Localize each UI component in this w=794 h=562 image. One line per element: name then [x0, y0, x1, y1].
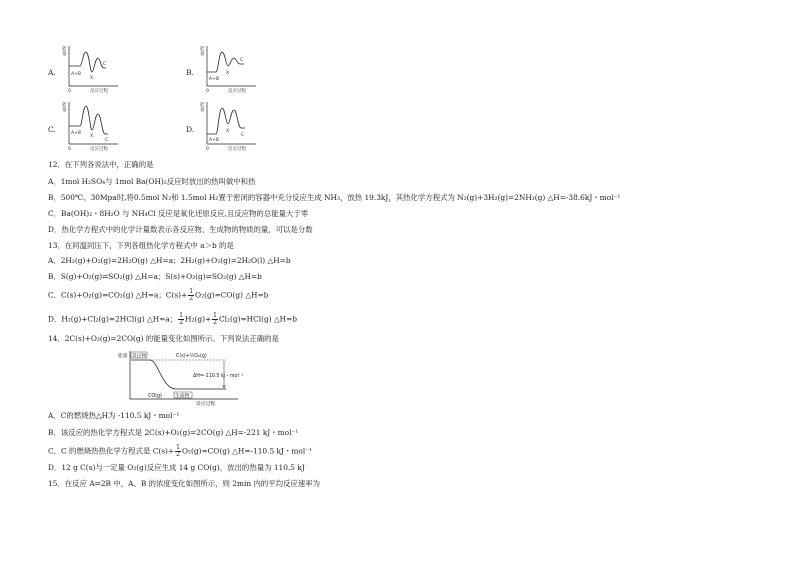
q12-option-a: A．1mol H₂SO₄与 1mol Ba(OH)₂反应时放出的热叫做中和热 [48, 177, 256, 186]
delta-h-label: ΔH=-110.5 kJ・mol⁻¹ [193, 374, 244, 379]
q14-option-c: C．C 的燃烧热热化学方程式是 C(s)+ $\frac{1}{2}$ O₂(g)=CO(g) △H=-110.5 kJ・mol⁻¹ [48, 444, 313, 458]
c-label: C [105, 138, 109, 143]
svg-text:能: 能 [62, 103, 67, 108]
xaxis-label: 反应过程 [90, 89, 108, 94]
q14-stem: 14．2C(s)+O₂(g)=2CO(g) 的能量变化如图所示。下列说法正确的是 [48, 334, 279, 343]
q14-energy-diagram [118, 349, 258, 407]
x-label: X [226, 71, 230, 76]
q13-option-c: C．C(s)+O₂(g)=CO₂(g) △H=a；C(s)+ $\frac{1}{2}$ O₂(g)=CO(g) △H=b [48, 288, 269, 302]
start-label: A+B [209, 77, 219, 82]
x-label: X [90, 76, 94, 81]
q15-stem: 15．在反应 A⇌2B 中，A、B 的浓度变化如图所示，则 2min 内的平均反应速率为 [48, 479, 320, 488]
svg-text:0: 0 [206, 89, 209, 94]
fraction-half: $\frac{1}{2}$ [179, 312, 184, 326]
fraction-half: $\frac{1}{2}$ [189, 288, 194, 302]
fraction-half: $\frac{1}{2}$ [176, 444, 180, 458]
fraction-half: $\frac{1}{2}$ [213, 312, 217, 326]
start-label: A+B [71, 131, 81, 136]
svg-text:量: 量 [62, 108, 67, 113]
q12-option-c: C．Ba(OH)₂・8H₂O 与 NH₄Cl 反应是氧化还原反应,且反应物的总能量大于零 [48, 209, 309, 218]
svg-text:0: 0 [206, 147, 209, 152]
c-label: C [240, 58, 244, 63]
option-b-diagram [198, 44, 258, 96]
origin-label: 0 [68, 89, 71, 94]
q13-option-b: B．S(g)+O₂(g)⇌SO₂(g) △H=a；S(s)+O₂(g)⇌SO₂(g) △H=b [48, 272, 262, 281]
svg-text:反应过程: 反应过程 [228, 147, 246, 152]
c-label: C [103, 62, 107, 67]
option-a-diagram [60, 44, 120, 96]
option-d-letter: D. [186, 125, 195, 134]
option-b-letter: B. [186, 68, 194, 77]
q12-option-d: D．热化学方程式中的化学计量数表示各反应物、生成物的物质的量，可以是分数 [48, 225, 313, 234]
q14-option-b: B．该反应的热化学方程式是 2C(s)+O₂(g)=2CO(g) △H=-221 kJ・mol⁻¹ [48, 428, 299, 437]
q13-option-a: A．2H₂(g)+O₂(g)=2H₂O(g) △H=a；2H₂(g)+O₂(g)=2H₂O(l) △H=b [48, 256, 291, 265]
option-a-letter: A. [48, 68, 56, 77]
svg-text:能: 能 [200, 103, 205, 108]
product-label: 生成物 [175, 394, 190, 399]
q13-stem: 13．在同温同压下，下列各组热化学方程式中 a＞b 的是 [48, 241, 234, 250]
ylabel: 能量 [118, 354, 128, 359]
svg-text:能: 能 [200, 47, 205, 52]
svg-text:反应过程: 反应过程 [90, 147, 108, 152]
start-label: A+B [209, 138, 219, 143]
q12-stem: 12．在下列各说法中，正确的是 [48, 160, 154, 169]
x-label: X [226, 129, 230, 134]
option-c-diagram [60, 100, 120, 154]
start-label: A+B [71, 72, 81, 77]
product-formula: CO(g) [148, 394, 162, 399]
ylabel-char2: 量 [62, 52, 67, 57]
q13-option-d: D．H₂(g)+Cl₂(g)=2HCl(g) △H=a； $\frac{1}{2}$ H₂(g)+ $\frac{1}{2}$ Cl₂(g)=HCl(g) △H=b [48, 312, 298, 326]
q12-option-b: B．500℃、30Mpa时,将0.5mol N₂和 1.5mol H₂置于密闭的容器中充分反应生成 NH₃，放热 19.3kJ，其热化学方程式为 N₂(g)+3H₂(g)=2NH₃(g) △H=-38.6kJ・mol⁻¹ [48, 193, 621, 202]
xlabel: 反应过程 [196, 402, 216, 407]
svg-text:量: 量 [200, 52, 205, 57]
svg-text:反应过程: 反应过程 [228, 89, 246, 94]
q14-option-a: A．C的燃烧热△H为 -110.5 kJ・mol⁻¹ [48, 411, 180, 420]
reactant-label: 反应物 [132, 354, 147, 359]
top-level-label: C(s)+½O₂(g) [176, 354, 207, 359]
x-label: X [90, 134, 94, 139]
ylabel-char1: 能 [62, 47, 67, 52]
svg-text:量: 量 [200, 108, 205, 113]
c-label: C [241, 133, 245, 138]
option-d-diagram [198, 100, 258, 154]
svg-text:0: 0 [68, 147, 71, 152]
q14-option-d: D．12 g C(s)与一定量 O₂(g)反应生成 14 g CO(g)，放出的热量为 110.5 kJ [48, 463, 305, 472]
option-c-letter: C. [48, 125, 56, 134]
